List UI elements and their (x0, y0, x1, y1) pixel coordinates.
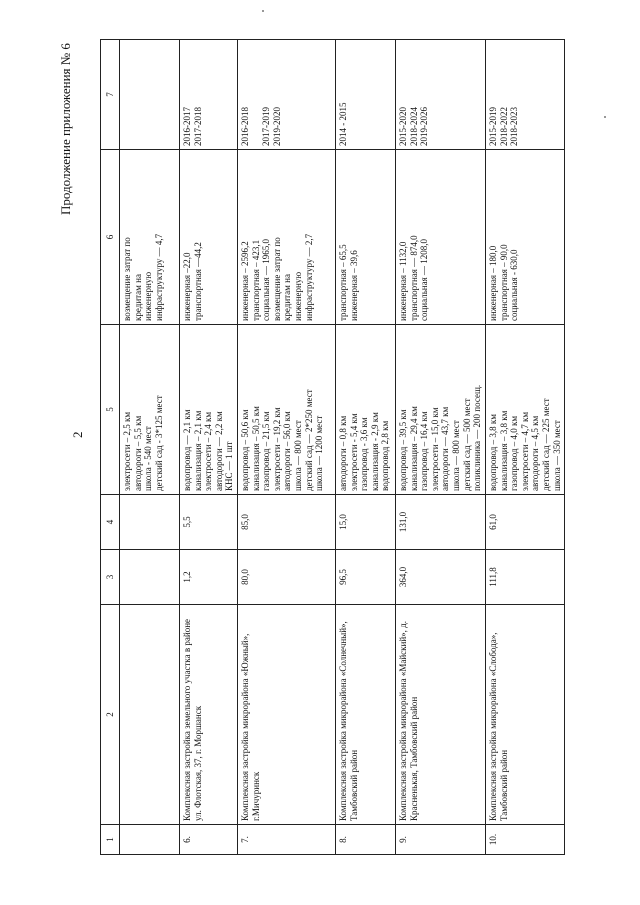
infrastructure-objects-line: водопровод – 39,5 км (398, 409, 409, 491)
years-line (251, 43, 262, 146)
project-name: Комплексная застройка земельного участка в районе ул. Флотская, 37, г. Моршанск (180, 605, 238, 825)
infrastructure-objects-line: электросети – 15,0 км (429, 407, 440, 491)
years-line: 2016-2017 (182, 107, 192, 146)
project-name (120, 605, 180, 825)
infrastructure-objects-line: канализация – 3,8 км (498, 410, 509, 491)
appendix-continuation-title: Продолжение приложения № 6 (58, 43, 73, 215)
years (180, 40, 238, 150)
column-4-value: 131,0 (396, 495, 486, 550)
infrastructure-objects-line: детский сад — 2*250 мест (303, 389, 314, 491)
column-4-value (120, 495, 180, 550)
page-number: 2 (70, 431, 85, 438)
years-line: 2016-2018 (240, 107, 251, 146)
years (238, 40, 336, 150)
infrastructure-objects-line: автодороги – 4,5 км (530, 415, 541, 491)
years (120, 40, 180, 150)
area-value: 111,8 (485, 550, 564, 605)
infrastructure-objects-line: газопровод – 4,0 км (509, 415, 520, 491)
table-row (238, 40, 336, 855)
table-header-row (101, 40, 120, 855)
infrastructure-objects-line: газопровод – 16,4 км (419, 411, 430, 491)
infrastructure-objects-line: водопровод — 2,1 км (182, 409, 192, 491)
row-number: 9. (396, 825, 486, 855)
infrastructure-objects-line: КНС — 1 шт (224, 441, 235, 491)
years-line: 2018-2024 (408, 107, 419, 146)
table-row (120, 40, 180, 855)
scan-speck (262, 10, 264, 12)
costs-line: инженерную (143, 271, 154, 321)
infrastructure-objects-line: автодороги – 0,8 км (338, 415, 349, 491)
infrastructure-objects (180, 325, 238, 495)
costs-line: инженерная – 180,0 (487, 245, 498, 321)
infrastructure-objects-line: автодороги — 2,2 км (213, 411, 224, 491)
infrastructure-objects-line: школа — 1200 мест (314, 415, 325, 491)
infrastructure-objects-line: электросети – 2,4 км (203, 411, 214, 491)
infrastructure-objects-line: водопровод – 3,8 км (487, 414, 498, 491)
years-line: 2018-2023 (509, 107, 520, 146)
years-line: 2019-2020 (271, 107, 282, 146)
infrastructure-objects-line: электросети – 2,5 км (122, 411, 132, 491)
infrastructure-objects (238, 325, 336, 495)
years-line: 2015-2019 (487, 107, 498, 146)
years-line: 2015-2020 (398, 107, 409, 146)
years (396, 40, 486, 150)
costs-line: инженерную (293, 271, 304, 321)
infrastructure-objects-line: автодороги — 43,7 км (440, 406, 451, 491)
area-value: 96,5 (336, 550, 396, 605)
area-value: 364,0 (396, 550, 486, 605)
area-value: 80,0 (238, 550, 336, 605)
rotated-table-container (100, 40, 562, 855)
area-value (120, 550, 180, 605)
costs-line: инженерная – 1132,0 (398, 241, 409, 321)
costs-line: кредитам на (282, 274, 293, 321)
infrastructure-objects (120, 325, 180, 495)
scan-speck (604, 116, 606, 118)
costs-line: социальная — 1208,0 (419, 239, 430, 321)
infrastructure-objects-line: детский сад - 3*125 мест (153, 395, 164, 491)
costs-line: транспортная —44,2 (192, 242, 203, 321)
infrastructure-objects (336, 325, 396, 495)
infrastructure-objects-line: детский сад — 500 мест (461, 398, 472, 491)
infrastructure-objects-line: школа - 540 мест (143, 426, 154, 491)
project-name: Комплексная застройка микрорайона «Солнечный», Тамбовский район (336, 605, 396, 825)
row-number: 8. (336, 825, 396, 855)
project-name: Комплексная застройка микрорайона «Майский», д. Красненькая, Тамбовский район (396, 605, 486, 825)
costs (396, 150, 486, 325)
column-header: 3 (101, 550, 120, 605)
costs-line: транспортная – 65,5 (338, 244, 349, 321)
infrastructure-objects (396, 325, 486, 495)
costs (336, 150, 396, 325)
table-row (485, 40, 564, 855)
table-row (180, 40, 238, 855)
costs-line: инженерная – 39,6 (348, 250, 359, 321)
column-header: 1 (101, 825, 120, 855)
infrastructure-objects-line: канализация - 2,9 км (369, 412, 380, 491)
column-header: 2 (101, 605, 120, 825)
row-number (120, 825, 180, 855)
costs-line: транспортная — 874,0 (408, 235, 419, 321)
project-name: Комплексная застройка микрорайона «Слобода», Тамбовский район (485, 605, 564, 825)
projects-table (100, 39, 565, 855)
infrastructure-objects-line: автодороги – 5,5 км (132, 415, 143, 491)
costs (485, 150, 564, 325)
infrastructure-objects-line: водопровод – 50,6 км (240, 409, 251, 491)
infrastructure-objects-line: канализация – 2,1 км (192, 410, 203, 491)
infrastructure-objects-line: канализация – 50,5 км (250, 406, 261, 491)
costs-line: инженерная – 2596,2 (240, 241, 251, 321)
years (336, 40, 396, 150)
column-header: 7 (101, 40, 120, 150)
costs-line: возмещение затрат по (271, 237, 282, 321)
infrastructure-objects-line: автодороги – 56,0 км (282, 411, 293, 491)
infrastructure-objects-line: школа — 350 мест (551, 420, 562, 491)
infrastructure-objects-line: детский сад — 225 мест (540, 398, 551, 491)
years (485, 40, 564, 150)
infrastructure-objects (485, 325, 564, 495)
column-4-value: 61,0 (485, 495, 564, 550)
column-4-value: 85,0 (238, 495, 336, 550)
infrastructure-objects-line: школа — 800 мест (451, 420, 462, 491)
infrastructure-objects-line: газопровод – 21,5 км (261, 411, 272, 491)
column-header: 6 (101, 150, 120, 325)
costs-line: инфраструктуру — 4,7 (153, 233, 164, 321)
row-number: 6. (180, 825, 238, 855)
project-name: Комплексная застройка микрорайона «Южный», г.Мичуринск (238, 605, 336, 825)
costs-line: инженерная –22,0 (182, 252, 192, 321)
column-header: 5 (101, 325, 120, 495)
years-line: 2018-2022 (498, 107, 509, 146)
infrastructure-objects-line: электросети – 4,7 км (519, 411, 530, 491)
infrastructure-objects-line: школа — 800 мест (293, 420, 304, 491)
years-line: 2014 - 2015 (338, 102, 349, 146)
infrastructure-objects-line: канализация – 29,4 км (408, 406, 419, 491)
costs-line: возмещение затрат по (122, 237, 132, 321)
costs-line: социальная - 630,0 (509, 249, 520, 321)
infrastructure-objects-line: газопровод - 3,6 км (359, 417, 370, 491)
column-header: 4 (101, 495, 120, 550)
infrastructure-objects-line: поликлиника — 200 посещ. (472, 384, 483, 491)
years-line: 2017-2019 (261, 107, 272, 146)
costs (180, 150, 238, 325)
infrastructure-objects-line: электросети – 19,2 км (271, 407, 282, 491)
column-4-value: 5,5 (180, 495, 238, 550)
costs-line: транспортная – 423,1 (250, 239, 261, 321)
costs (238, 150, 336, 325)
area-value: 1,2 (180, 550, 238, 605)
costs (120, 150, 180, 325)
infrastructure-objects-line: водопровод 2,8 км (380, 420, 391, 491)
table-row (336, 40, 396, 855)
years-line: 2017-2018 (192, 107, 203, 146)
costs-line: транспортная – 90,0 (498, 244, 509, 321)
column-4-value: 15,0 (336, 495, 396, 550)
costs-line: инфраструктуру — 2,7 (303, 233, 314, 321)
table-row (396, 40, 486, 855)
costs-line: социальная — 1965,0 (261, 239, 272, 321)
costs-line: кредитам на (132, 274, 143, 321)
row-number: 7. (238, 825, 336, 855)
table-frame (100, 40, 562, 855)
years-line: 2019-2026 (419, 107, 430, 146)
row-number: 10. (485, 825, 564, 855)
infrastructure-objects-line: электросети - 5,4 км (348, 413, 359, 491)
